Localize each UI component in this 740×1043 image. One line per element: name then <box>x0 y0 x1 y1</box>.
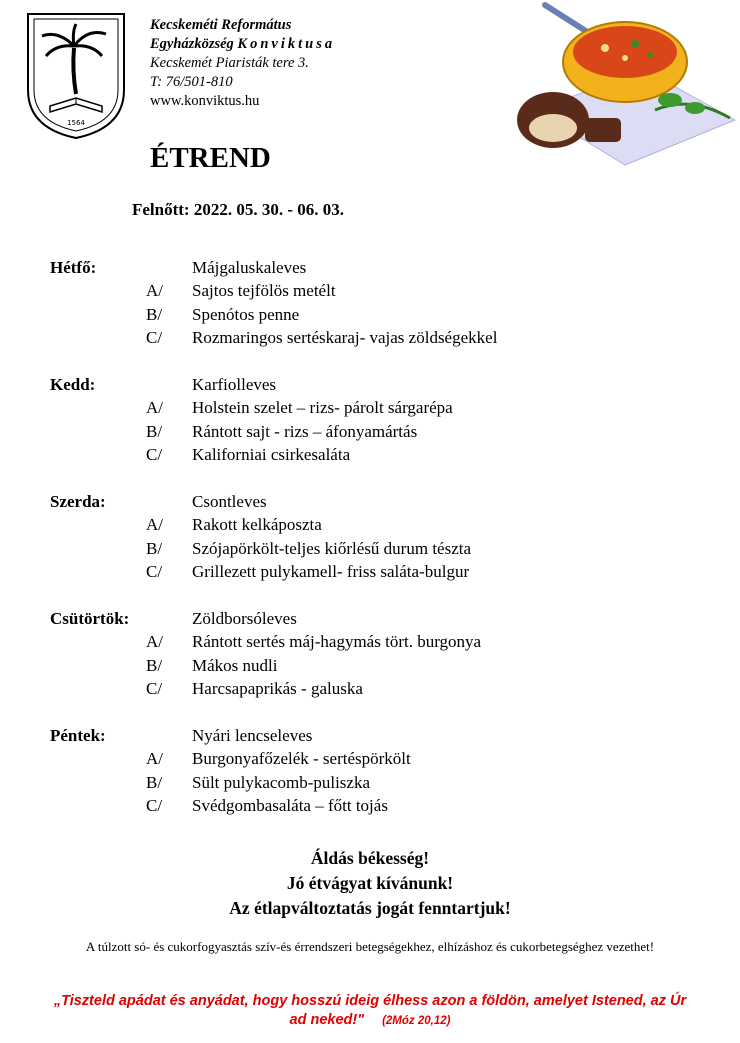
quote-text: „Tiszteld apádat és anyádat, hogy hosszú ideig élhess azon a földön, amelyet Istened, az Úr ad neked!" <box>53 993 687 1028</box>
soup-name: Zöldborsóleves <box>192 608 297 628</box>
day-name: Hétfő: <box>50 257 97 277</box>
dish-name: Grillezett pulykamell- friss saláta-bulgur <box>192 562 470 582</box>
palm-tree-book-crest-icon <box>22 10 130 142</box>
menu-option <box>50 444 730 468</box>
option-label: C/ <box>146 796 163 816</box>
health-warning: A túlzott só- és cukorfogyasztás szív-és érrendszeri betegségekhez, elhízáshoz és cukorbetegséghez vezethet! <box>85 939 655 954</box>
option-label: B/ <box>146 421 163 441</box>
dish-name: Holstein szelet – rizs- párolt sárgarépa <box>192 398 453 418</box>
option-label: A/ <box>146 398 163 418</box>
menu-option <box>50 771 730 795</box>
soup-name: Nyári lencseleves <box>192 725 313 745</box>
option-label: C/ <box>146 445 163 465</box>
dish-name: Burgonyafőzelék - sertéspörkölt <box>192 749 411 769</box>
menu-option <box>50 631 730 655</box>
org-name-line2-b: Konviktusa <box>237 36 336 52</box>
soup-name: Karfiolleves <box>192 374 277 394</box>
option-label: A/ <box>146 515 163 535</box>
organization-info <box>150 16 335 111</box>
soup-row <box>50 724 730 748</box>
soup-row <box>50 490 730 514</box>
menu-option <box>50 654 730 678</box>
dish-name: Rakott kelkáposzta <box>192 515 322 535</box>
menu-option <box>50 327 730 351</box>
phone: T: 76/501-810 <box>150 74 233 90</box>
menu-option <box>50 420 730 444</box>
option-label: B/ <box>146 655 163 675</box>
soup-row <box>50 373 730 397</box>
day-thursday <box>50 607 730 701</box>
blessing-line: Áldás békesség! <box>310 848 430 868</box>
dish-name: Sajtos tejfölös metélt <box>192 281 336 301</box>
page-title: ÉTREND <box>150 142 271 174</box>
dish-name: Szójapörkölt-teljes kiőrlésű durum tészta <box>192 538 472 558</box>
soup-name: Csontleves <box>192 491 267 511</box>
menu-option <box>50 537 730 561</box>
day-wednesday <box>50 490 730 584</box>
menu-period: Felnőtt: 2022. 05. 30. - 06. 03. <box>132 200 345 219</box>
day-name: Csütörtök: <box>50 608 130 628</box>
weekly-menu <box>50 256 730 841</box>
soup-row <box>50 256 730 280</box>
day-friday <box>50 724 730 818</box>
day-tuesday <box>50 373 730 467</box>
church-crest-logo <box>22 10 130 142</box>
day-monday <box>50 256 730 350</box>
option-label: B/ <box>146 304 163 324</box>
dish-name: Svédgombasaláta – főtt tojás <box>192 796 388 816</box>
dish-name: Rántott sertés máj-hagymás tört. burgonya <box>192 632 482 652</box>
menu-option <box>50 514 730 538</box>
soup-bowl-bread-icon <box>505 0 740 170</box>
option-label: A/ <box>146 632 163 652</box>
bible-quote <box>50 992 690 1031</box>
menu-option <box>50 561 730 585</box>
option-label: C/ <box>146 328 163 348</box>
option-label: B/ <box>146 538 163 558</box>
option-label: C/ <box>146 562 163 582</box>
option-label: A/ <box>146 281 163 301</box>
dish-name: Sült pulykacomb-puliszka <box>192 772 371 792</box>
option-label: B/ <box>146 772 163 792</box>
dish-name: Rozmaringos sertéskaraj- vajas zöldségekkel <box>192 328 498 348</box>
org-name-line2-a: Egyházközség <box>150 36 238 52</box>
dish-name: Spenótos penne <box>192 304 300 324</box>
menu-option <box>50 280 730 304</box>
menu-option <box>50 795 730 819</box>
org-name-line2 <box>150 35 335 54</box>
soup-row <box>50 607 730 631</box>
option-label: C/ <box>146 679 163 699</box>
website-link[interactable]: www.konviktus.hu <box>150 93 260 109</box>
dish-name: Harcsapaprikás - galuska <box>192 679 363 699</box>
blessing-line: Jó étvágyat kívánunk! <box>286 873 454 893</box>
menu-option <box>50 397 730 421</box>
soup-name: Májgaluskaleves <box>192 257 307 277</box>
quote-reference: (2Móz 20,12) <box>382 1015 451 1027</box>
menu-option <box>50 678 730 702</box>
day-name: Péntek: <box>50 725 106 745</box>
menu-option <box>50 748 730 772</box>
menu-option <box>50 303 730 327</box>
blessing-line: Az étlapváltoztatás jogát fenntartjuk! <box>229 898 511 918</box>
day-name: Szerda: <box>50 491 106 511</box>
dish-name: Mákos nudli <box>192 655 278 675</box>
dish-name: Rántott sajt - rizs – áfonyamártás <box>192 421 418 441</box>
option-label: A/ <box>146 749 163 769</box>
dish-name: Kaliforniai csirkesaláta <box>192 445 351 465</box>
address: Kecskemét Piaristák tere 3. <box>150 55 309 71</box>
day-name: Kedd: <box>50 374 96 394</box>
blessing-block <box>0 846 740 921</box>
crest-year: 1564 <box>67 119 85 127</box>
org-name-line1: Kecskeméti Református <box>150 17 292 33</box>
